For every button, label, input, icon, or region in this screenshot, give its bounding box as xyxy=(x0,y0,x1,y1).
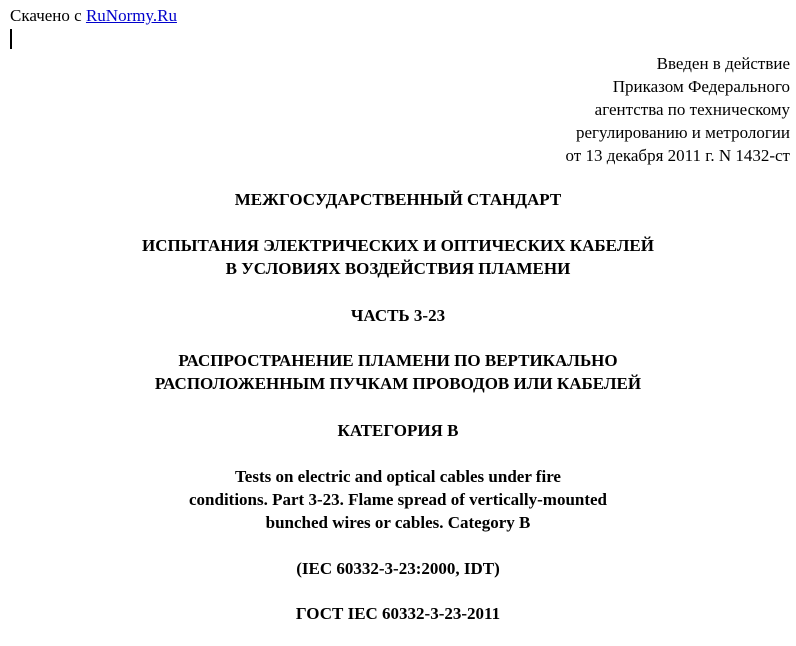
part-heading xyxy=(0,304,796,327)
standard-type: МЕЖГОСУДАРСТВЕННЫЙ СТАНДАРТ xyxy=(234,190,562,209)
enactment-note xyxy=(565,52,790,167)
enactment-line: агентства по техническому xyxy=(594,100,790,119)
document-title xyxy=(0,234,796,280)
iec-reference-block xyxy=(0,557,796,580)
part-label: ЧАСТЬ 3-23 xyxy=(350,306,446,325)
enactment-line: регулированию и метрологии xyxy=(575,123,790,142)
gost-code: ГОСТ IEC 60332-3-23-2011 xyxy=(295,604,501,623)
enactment-line: Введен в действие xyxy=(656,54,790,73)
title-line: В УСЛОВИЯХ ВОЗДЕЙСТВИЯ ПЛАМЕНИ xyxy=(225,259,571,278)
standard-type-heading xyxy=(0,188,796,211)
english-title-line: bunched wires or cables. Category B xyxy=(265,513,531,532)
runormy-link[interactable]: RuNormy.Ru xyxy=(85,6,177,25)
category-label: КАТЕГОРИЯ B xyxy=(337,421,459,440)
english-title xyxy=(0,465,796,534)
enactment-line: от 13 декабря 2011 г. N 1432-ст xyxy=(565,146,790,165)
gost-code-block xyxy=(0,602,796,625)
title-line: ИСПЫТАНИЯ ЭЛЕКТРИЧЕСКИХ И ОПТИЧЕСКИХ КАБЕЛЕЙ xyxy=(142,236,654,255)
iec-reference: (IEC 60332-3-23:2000, IDT) xyxy=(296,559,500,578)
document-subtitle xyxy=(0,349,796,395)
enactment-line: Приказом Федерального xyxy=(612,77,790,96)
english-title-line: Tests on electric and optical cables under fire xyxy=(235,467,561,486)
english-title-line: conditions. Part 3-23. Flame spread of vertically-mounted xyxy=(188,490,608,509)
category-heading xyxy=(0,419,796,442)
source-prefix: Скачено с xyxy=(10,6,82,25)
text-cursor xyxy=(10,29,12,49)
subtitle-line: РАСПОЛОЖЕННЫМ ПУЧКАМ ПРОВОДОВ ИЛИ КАБЕЛЕЙ xyxy=(154,374,642,393)
source-line xyxy=(10,6,177,26)
subtitle-line: РАСПРОСТРАНЕНИЕ ПЛАМЕНИ ПО ВЕРТИКАЛЬНО xyxy=(178,351,618,370)
